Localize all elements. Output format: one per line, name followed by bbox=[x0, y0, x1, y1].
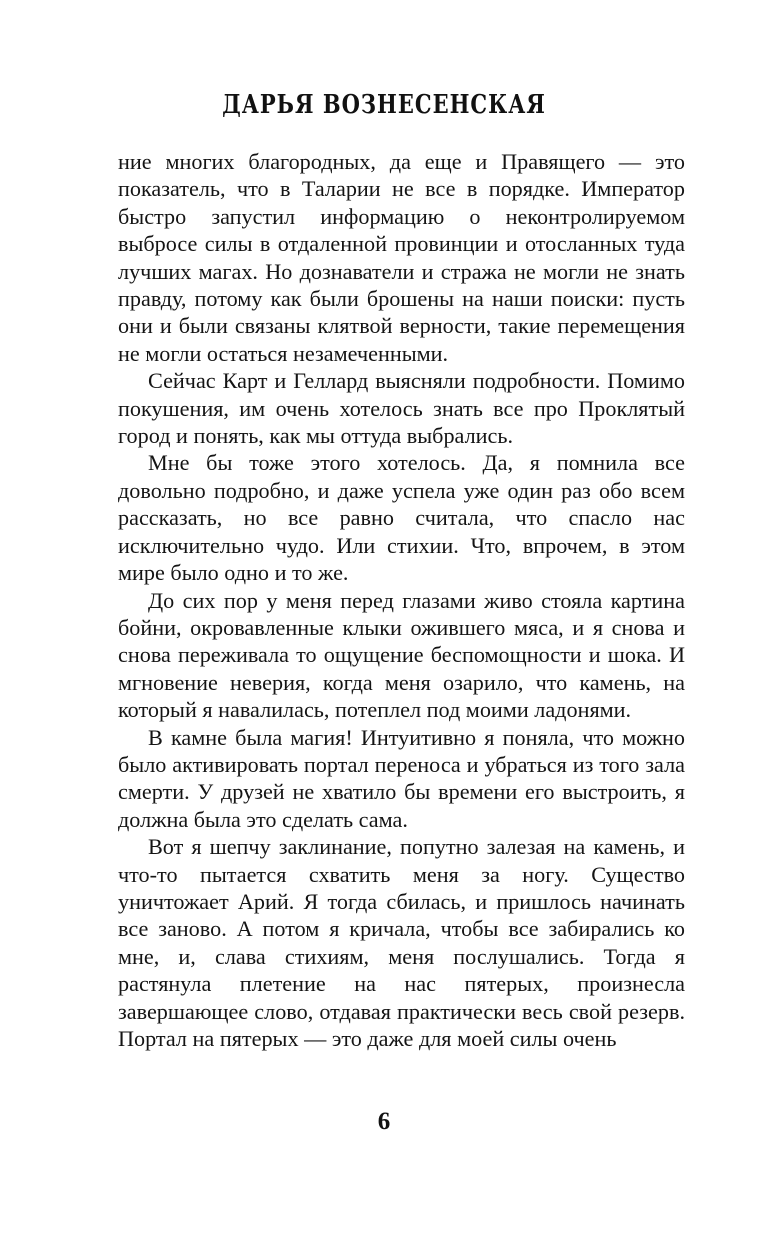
paragraph: В камне была магия! Интуитивно я поняла, что можно было активировать портал переноса и убраться из того зала смерти. У друзей не хватило бы времени его выстроить, я должна была это сделать сама. bbox=[118, 724, 685, 832]
paragraph: Вот я шепчу заклинание, попутно залезая на камень, и что-то пытается схватить меня за ногу. Существо уничтожает Арий. Я тогда сбилась, и пришлось начинать все заново. А потом я кричала, чтобы все забирались ко мне, и, слава стихиям, меня послушались. Тогда я растянула плетение на нас пятерых, произнесла завершающее слово, отдавая практически весь свой резерв. Портал на пятерых — это даже для моей силы очень bbox=[118, 834, 685, 1051]
paragraph: Мне бы тоже этого хотелось. Да, я помнила все довольно подробно, и даже успела уже один раз обо всем рассказать, но все равно считала, что спасло нас исключительно чудо. Или стихии. Что, впрочем, в этом мире было одно и то же. bbox=[118, 450, 685, 586]
paragraph: Сейчас Карт и Геллард выясняли подробности. Помимо покушения, им очень хотелось знать все про Проклятый город и понять, как мы оттуда выбрались. bbox=[118, 368, 685, 449]
page-number: 6 bbox=[377, 1108, 391, 1135]
paragraph-continued: ние многих благородных, да еще и Правящего — это показатель, что в Таларии не все в порядке. Император быстро запустил информацию о неконтролируемом выбросе силы в отдаленной провинции и отосланных туда лучших магах. Но дознаватели и стража не могли не знать правду, потому как были брошены на наши поиски: пусть они и были связаны клятвой верности, такие перемещения не могли остаться незамеченными. bbox=[118, 149, 685, 366]
running-header-author: ДАРЬЯ ВОЗНЕСЕНСКАЯ bbox=[222, 88, 546, 120]
body-text bbox=[118, 148, 685, 1052]
paragraph: До сих пор у меня перед глазами живо стояла картина бойни, окровавленные клыки ожившего мяса, и я снова и снова переживала то ощущение беспомощности и шока. И мгновение неверия, когда меня озарило, что камень, на который я навалилась, потеплел под моими ладонями. bbox=[118, 587, 685, 723]
